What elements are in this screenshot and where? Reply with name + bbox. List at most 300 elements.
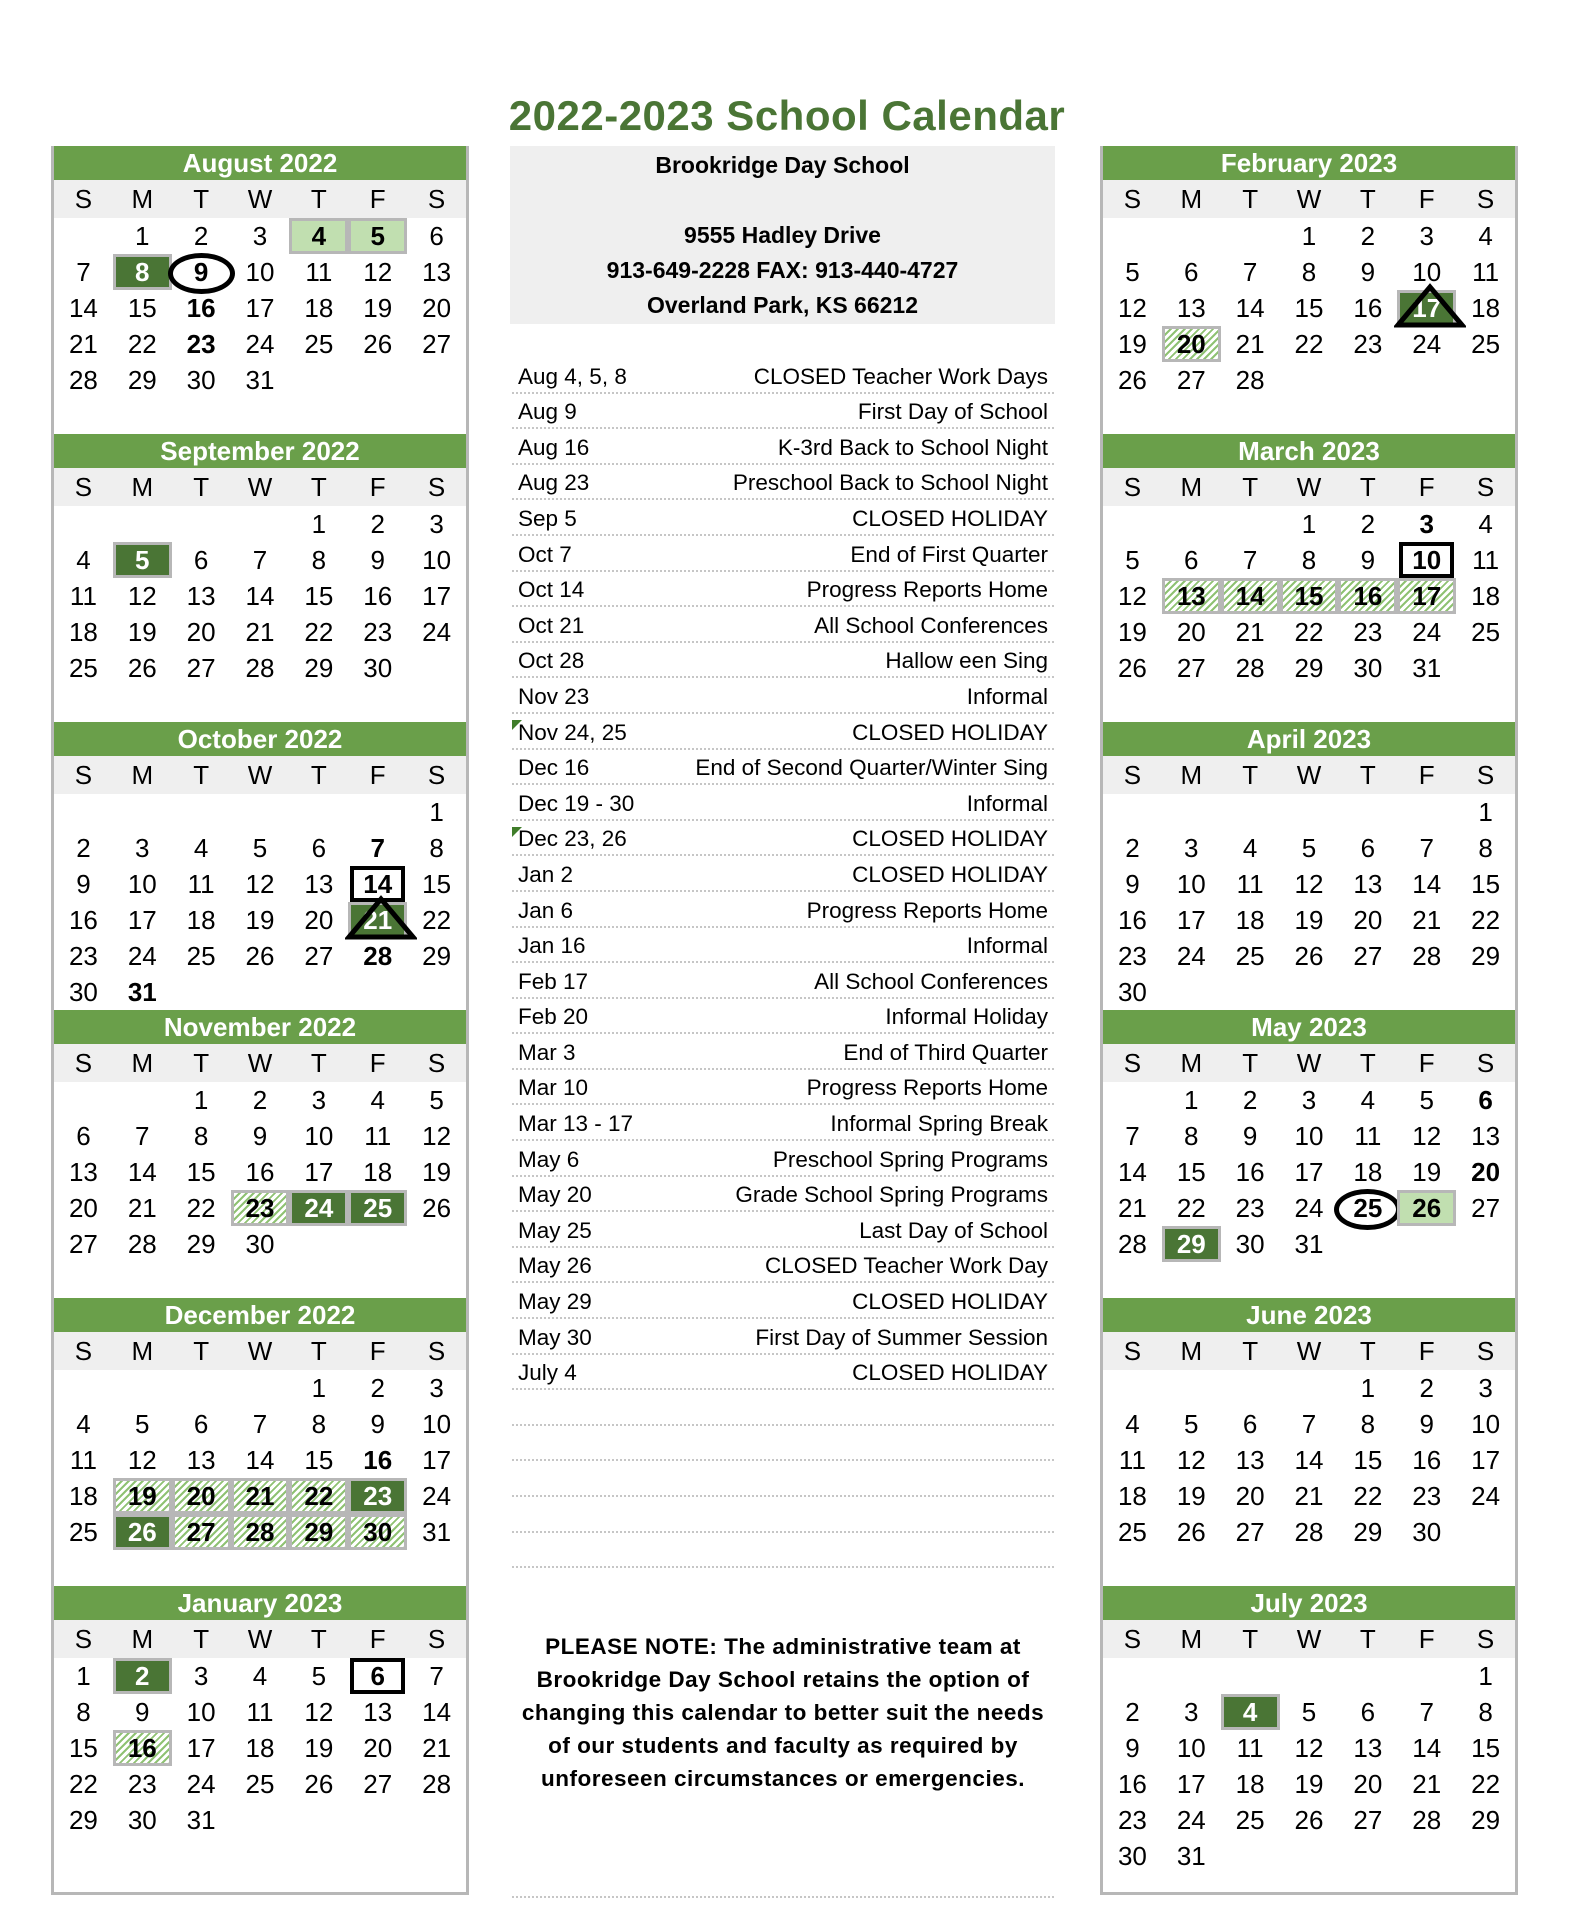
day-number: 28 <box>1117 1229 1147 1259</box>
event-label: CLOSED HOLIDAY <box>852 505 1048 531</box>
empty-cell <box>1103 1082 1162 1118</box>
weekday-label: S <box>1123 1048 1142 1078</box>
day-number: 26 <box>1176 1517 1206 1547</box>
day-number: 14 <box>363 869 393 899</box>
day-cell <box>1397 1370 1456 1406</box>
day-number: 26 <box>1294 1805 1324 1835</box>
day-cell <box>1162 1802 1221 1838</box>
weekday-label: T <box>1359 1336 1376 1366</box>
day-cell <box>1338 866 1397 902</box>
day-number: 20 <box>1471 1157 1501 1187</box>
event-row <box>512 963 1054 999</box>
day-number: 17 <box>1294 1157 1324 1187</box>
day-cell <box>54 326 113 362</box>
weekday-label: S <box>74 1336 93 1366</box>
event-row <box>512 1212 1054 1248</box>
empty-cell <box>54 1082 113 1118</box>
month-july-2023 <box>1103 1586 1515 1874</box>
day-number: 11 <box>1118 1445 1146 1475</box>
day-cell <box>1456 938 1515 974</box>
day-number: 13 <box>1353 1733 1383 1763</box>
day-cell <box>407 218 466 254</box>
day-cell <box>1456 1442 1515 1478</box>
day-number: 2 <box>1125 833 1140 863</box>
day-cell <box>1103 1694 1162 1730</box>
day-cell <box>231 362 290 398</box>
school-info-box <box>510 146 1055 324</box>
day-cell <box>348 650 407 686</box>
day-cell <box>113 1442 172 1478</box>
empty-cell <box>1103 1658 1162 1694</box>
day-cell <box>1162 830 1221 866</box>
day-cell <box>1397 1406 1456 1442</box>
day-cell <box>348 614 407 650</box>
day-number: 28 <box>127 1229 157 1259</box>
weekday-label: W <box>1296 472 1322 502</box>
day-cell <box>1397 1766 1456 1802</box>
day-cell <box>1103 1478 1162 1514</box>
day-cell <box>1280 1478 1339 1514</box>
day-number: 25 <box>1235 1805 1265 1835</box>
day-number: 30 <box>1235 1229 1265 1259</box>
day-number: 12 <box>422 1121 452 1151</box>
day-number: 4 <box>252 1661 268 1691</box>
day-number: 26 <box>304 1769 334 1799</box>
day-cell <box>1456 1406 1515 1442</box>
day-grid <box>54 218 466 398</box>
day-number: 31 <box>1176 1841 1206 1871</box>
day-number: 28 <box>245 1517 275 1547</box>
empty-cell <box>1338 794 1397 830</box>
day-cell <box>113 1226 172 1262</box>
day-cell <box>231 830 290 866</box>
day-number: 18 <box>1471 581 1501 611</box>
day-number: 12 <box>1412 1121 1442 1151</box>
day-grid <box>1103 1658 1515 1874</box>
day-cell <box>172 578 231 614</box>
empty-cell <box>1162 218 1221 254</box>
weekday-label: T <box>193 1048 210 1078</box>
day-cell <box>1103 1190 1162 1226</box>
day-number: 5 <box>1301 833 1317 863</box>
day-number: 17 <box>1412 581 1442 611</box>
day-number: 30 <box>363 1517 393 1547</box>
day-cell <box>1221 1442 1280 1478</box>
weekday-label: T <box>1242 1336 1259 1366</box>
day-number: 29 <box>1294 653 1324 683</box>
day-cell <box>1162 1406 1221 1442</box>
month-header: May 2023 <box>1103 1010 1515 1044</box>
day-number: 15 <box>1353 1445 1383 1475</box>
day-cell <box>1338 1082 1397 1118</box>
day-number: 5 <box>135 1409 150 1439</box>
event-row <box>512 821 1054 857</box>
divider <box>512 1896 1054 1898</box>
day-number: 23 <box>186 329 216 359</box>
day-cell <box>231 542 290 578</box>
day-number: 4 <box>1242 1697 1258 1727</box>
day-cell <box>231 290 290 326</box>
day-cell <box>407 1442 466 1478</box>
day-number: 27 <box>1235 1517 1265 1547</box>
weekday-label: F <box>1418 760 1435 790</box>
day-number: 24 <box>127 941 157 971</box>
day-cell <box>348 326 407 362</box>
day-cell <box>1397 1442 1456 1478</box>
event-date: July 4 <box>518 1360 577 1386</box>
day-cell <box>1162 362 1221 398</box>
day-number: 5 <box>1184 1409 1199 1439</box>
day-cell <box>1280 1766 1339 1802</box>
school-name: Brookridge Day School <box>655 152 910 178</box>
weekday-label: M <box>1180 184 1203 214</box>
day-number: 4 <box>76 1409 91 1439</box>
day-number: 27 <box>1471 1193 1501 1223</box>
day-number: 28 <box>1412 941 1442 971</box>
month-may-2023 <box>1103 1010 1515 1298</box>
day-number: 6 <box>370 1661 385 1691</box>
day-cell <box>407 902 466 938</box>
day-cell <box>1397 866 1456 902</box>
day-number: 4 <box>1125 1409 1140 1439</box>
day-number: 7 <box>1419 1697 1434 1727</box>
event-row <box>512 1461 1054 1497</box>
month-january-2023 <box>54 1586 466 1874</box>
day-cell <box>231 1730 290 1766</box>
day-cell <box>1280 254 1339 290</box>
day-number: 14 <box>127 1157 157 1187</box>
day-number: 3 <box>1301 1085 1317 1115</box>
day-number: 30 <box>245 1229 275 1259</box>
day-cell <box>407 290 466 326</box>
day-grid <box>54 794 466 1010</box>
day-cell <box>1221 1118 1280 1154</box>
day-number: 29 <box>1176 1229 1206 1259</box>
event-row <box>512 500 1054 536</box>
event-row <box>512 1497 1054 1533</box>
month-september-2022 <box>54 434 466 722</box>
weekday-label: S <box>427 1624 446 1654</box>
empty-cell <box>1221 1370 1280 1406</box>
day-number: 13 <box>304 869 334 899</box>
day-number: 3 <box>252 221 268 251</box>
day-cell <box>1397 1154 1456 1190</box>
event-date: Sep 5 <box>518 505 577 531</box>
day-number: 16 <box>1117 905 1147 935</box>
day-cell <box>172 938 231 974</box>
weekday-label: T <box>1359 472 1376 502</box>
weekday-label: T <box>310 1048 327 1078</box>
day-cell <box>289 1694 348 1730</box>
day-number: 9 <box>252 1121 268 1151</box>
day-number: 13 <box>186 1445 216 1475</box>
day-number: 19 <box>245 905 275 935</box>
day-number: 27 <box>1353 941 1383 971</box>
day-cell <box>1280 1694 1339 1730</box>
day-number: 14 <box>1235 293 1265 323</box>
day-number: 23 <box>68 941 98 971</box>
day-number: 19 <box>422 1157 452 1187</box>
day-number: 2 <box>1360 509 1376 539</box>
weekday-label: T <box>310 472 327 502</box>
day-cell <box>348 1478 407 1514</box>
day-cell <box>1280 1082 1339 1118</box>
day-cell <box>407 1154 466 1190</box>
empty-cell <box>1221 506 1280 542</box>
day-cell <box>289 1766 348 1802</box>
day-cell <box>54 1442 113 1478</box>
day-number: 13 <box>1176 293 1206 323</box>
day-number: 8 <box>1301 545 1317 575</box>
day-number: 26 <box>1117 653 1147 683</box>
day-cell <box>348 542 407 578</box>
day-number: 25 <box>1353 1193 1383 1223</box>
day-cell <box>54 1190 113 1226</box>
day-number: 8 <box>311 1409 327 1439</box>
day-cell <box>348 1118 407 1154</box>
day-cell <box>1103 1118 1162 1154</box>
weekday-label: M <box>1180 760 1203 790</box>
day-number: 5 <box>429 1085 444 1115</box>
day-cell <box>113 830 172 866</box>
day-number: 24 <box>1412 329 1442 359</box>
comment-marker-icon <box>512 720 522 730</box>
day-number: 24 <box>1294 1193 1324 1223</box>
day-cell <box>231 1190 290 1226</box>
day-cell <box>1280 1730 1339 1766</box>
day-cell <box>1280 1118 1339 1154</box>
day-cell <box>1280 938 1339 974</box>
day-number: 1 <box>429 797 444 827</box>
day-number: 12 <box>1294 1733 1324 1763</box>
day-cell <box>54 1226 113 1262</box>
day-number: 20 <box>1176 617 1206 647</box>
day-cell <box>54 290 113 326</box>
weekday-label: S <box>427 472 446 502</box>
event-label: All School Conferences <box>814 612 1048 638</box>
day-number: 22 <box>304 617 334 647</box>
day-number: 23 <box>1235 1193 1265 1223</box>
empty-cell <box>1280 1370 1339 1406</box>
day-cell <box>1162 1694 1221 1730</box>
day-cell <box>1221 830 1280 866</box>
day-cell <box>1456 290 1515 326</box>
day-number: 9 <box>76 869 91 899</box>
day-number: 1 <box>135 221 150 251</box>
day-cell <box>1456 1694 1515 1730</box>
day-cell <box>1456 1118 1515 1154</box>
day-cell <box>1162 938 1221 974</box>
day-number: 5 <box>1125 545 1140 575</box>
day-number: 6 <box>1360 1697 1376 1727</box>
day-number: 2 <box>1360 221 1376 251</box>
day-cell <box>407 1478 466 1514</box>
day-cell <box>231 938 290 974</box>
day-number: 7 <box>252 1409 268 1439</box>
day-number: 17 <box>186 1733 216 1763</box>
day-number: 21 <box>1294 1481 1324 1511</box>
day-number: 1 <box>311 1373 327 1403</box>
day-cell <box>289 1658 348 1694</box>
weekday-label: T <box>193 760 210 790</box>
day-cell <box>1338 830 1397 866</box>
empty-cell <box>172 506 231 542</box>
event-date: Jan 6 <box>518 897 574 923</box>
weekday-label: W <box>1296 1624 1322 1654</box>
day-cell <box>1221 1694 1280 1730</box>
day-number: 12 <box>363 257 393 287</box>
day-cell <box>172 830 231 866</box>
day-number: 25 <box>245 1769 275 1799</box>
day-number: 21 <box>127 1193 157 1223</box>
day-number: 14 <box>1117 1157 1147 1187</box>
empty-cell <box>1162 506 1221 542</box>
day-number: 7 <box>1419 833 1434 863</box>
day-number: 24 <box>186 1769 216 1799</box>
day-cell <box>348 1514 407 1550</box>
empty-cell <box>1397 1658 1456 1694</box>
weekday-label: S <box>1476 760 1495 790</box>
day-number: 8 <box>429 833 444 863</box>
day-number: 14 <box>422 1697 452 1727</box>
day-cell <box>1280 1154 1339 1190</box>
day-number: 14 <box>1412 869 1442 899</box>
month-october-2022 <box>54 722 466 1010</box>
day-cell <box>289 1442 348 1478</box>
day-cell <box>231 866 290 902</box>
day-cell <box>1221 938 1280 974</box>
day-cell <box>348 1658 407 1694</box>
day-cell <box>1221 362 1280 398</box>
day-cell <box>289 218 348 254</box>
day-cell <box>289 542 348 578</box>
day-number: 17 <box>304 1157 334 1187</box>
day-number: 22 <box>186 1193 216 1223</box>
day-cell <box>1397 326 1456 362</box>
day-number: 17 <box>422 1445 452 1475</box>
day-number: 10 <box>422 545 452 575</box>
empty-cell <box>113 794 172 830</box>
day-number: 9 <box>193 257 209 287</box>
day-cell <box>113 866 172 902</box>
day-number: 12 <box>1294 869 1324 899</box>
day-number: 23 <box>1117 941 1147 971</box>
event-row <box>512 1390 1054 1426</box>
month-header: January 2023 <box>54 1586 466 1620</box>
day-number: 1 <box>311 509 327 539</box>
day-cell <box>1397 1082 1456 1118</box>
weekday-label: M <box>131 1048 154 1078</box>
day-number: 27 <box>1176 365 1206 395</box>
day-cell <box>1338 650 1397 686</box>
day-number: 7 <box>1242 257 1258 287</box>
event-date: May 6 <box>518 1146 580 1172</box>
calendar-column-right <box>1100 146 1518 1895</box>
day-number: 14 <box>245 581 275 611</box>
event-label: Informal Holiday <box>885 1004 1048 1030</box>
day-cell <box>1397 1478 1456 1514</box>
day-cell <box>172 1154 231 1190</box>
day-cell <box>1456 794 1515 830</box>
weekday-row <box>1103 468 1515 506</box>
empty-cell <box>1338 1658 1397 1694</box>
empty-cell <box>172 794 231 830</box>
day-cell <box>1456 1154 1515 1190</box>
day-number: 4 <box>1478 221 1493 251</box>
day-number: 20 <box>1176 329 1206 359</box>
day-number: 22 <box>1471 905 1501 935</box>
event-date: Oct 28 <box>518 648 585 674</box>
day-number: 21 <box>1235 329 1265 359</box>
day-cell <box>1221 1802 1280 1838</box>
day-number: 29 <box>1471 941 1501 971</box>
day-cell <box>54 650 113 686</box>
day-number: 29 <box>127 365 157 395</box>
day-cell <box>1103 1730 1162 1766</box>
event-row <box>512 1319 1054 1355</box>
day-cell <box>1162 1478 1221 1514</box>
day-cell <box>348 1154 407 1190</box>
day-number: 15 <box>422 869 452 899</box>
day-number: 9 <box>1360 545 1376 575</box>
day-cell <box>1397 830 1456 866</box>
day-number: 15 <box>1294 581 1324 611</box>
weekday-label: S <box>74 184 93 214</box>
day-number: 16 <box>245 1157 275 1187</box>
day-cell <box>172 1730 231 1766</box>
day-cell <box>1280 1406 1339 1442</box>
day-number: 30 <box>363 653 393 683</box>
event-row <box>512 1283 1054 1319</box>
day-cell <box>113 938 172 974</box>
day-cell <box>1397 1802 1456 1838</box>
event-label: Hallow een Sing <box>885 648 1048 674</box>
empty-cell <box>113 506 172 542</box>
day-cell <box>407 794 466 830</box>
day-number: 26 <box>127 1517 157 1547</box>
day-cell <box>1103 1442 1162 1478</box>
day-number: 7 <box>135 1121 150 1151</box>
day-number: 10 <box>422 1409 452 1439</box>
day-cell <box>231 1406 290 1442</box>
day-number: 24 <box>1176 941 1206 971</box>
day-cell <box>1397 938 1456 974</box>
empty-cell <box>348 794 407 830</box>
day-number: 16 <box>1117 1769 1147 1799</box>
day-cell <box>54 254 113 290</box>
day-cell <box>1338 542 1397 578</box>
event-row <box>512 572 1054 608</box>
day-cell <box>172 1442 231 1478</box>
day-cell <box>54 866 113 902</box>
empty-cell <box>1103 218 1162 254</box>
day-cell <box>1280 1514 1339 1550</box>
day-cell <box>1456 1082 1515 1118</box>
day-cell <box>1162 1226 1221 1262</box>
event-row <box>512 1248 1054 1284</box>
day-number: 9 <box>370 545 385 575</box>
day-cell <box>289 290 348 326</box>
weekday-label: F <box>369 472 386 502</box>
day-cell <box>1221 1730 1280 1766</box>
day-number: 10 <box>127 869 157 899</box>
day-number: 4 <box>1360 1085 1376 1115</box>
day-number: 22 <box>304 1481 334 1511</box>
day-number: 11 <box>305 257 333 287</box>
day-cell <box>54 578 113 614</box>
event-date: Feb 20 <box>518 1004 589 1030</box>
day-number: 19 <box>363 293 393 323</box>
